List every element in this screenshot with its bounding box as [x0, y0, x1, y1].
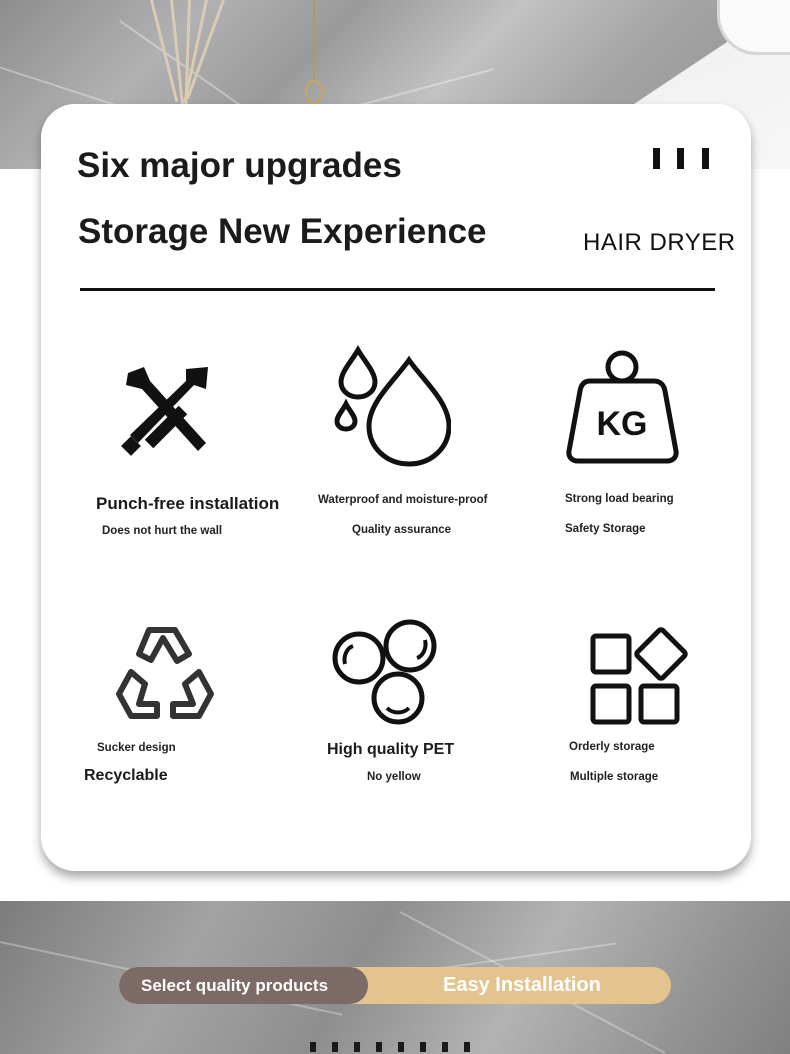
cropped-heading — [310, 1040, 480, 1054]
tools-icon — [116, 359, 216, 459]
feature-title: Sucker design — [97, 742, 176, 754]
tab-pill — [119, 967, 671, 1004]
heading-line2: Storage New Experience — [78, 212, 487, 251]
brand-label: HAIR DRYER — [583, 229, 736, 256]
feature-subtitle: Quality assurance — [352, 524, 452, 536]
feature-subtitle: No yellow — [367, 771, 421, 783]
tab-select-quality[interactable] — [119, 967, 368, 1004]
recycle-icon — [111, 624, 215, 724]
heading-line1: Six major upgrades — [77, 146, 402, 185]
feature-title: High quality PET — [327, 741, 455, 758]
kg-label: KG — [596, 405, 648, 443]
feature-title: Orderly storage — [569, 741, 655, 753]
water-drops-icon — [331, 344, 451, 469]
feature-subtitle: Safety Storage — [565, 523, 646, 535]
divider — [80, 288, 715, 291]
weight-kg-icon — [566, 349, 681, 464]
feature-card — [41, 104, 751, 871]
feature-title: Strong load bearing — [565, 493, 674, 505]
bars-decoration — [653, 148, 709, 170]
feature-subtitle: Does not hurt the wall — [102, 525, 223, 537]
circles-icon — [331, 618, 441, 728]
feature-title: Punch-free installation — [96, 494, 280, 513]
tab-easy-installation[interactable]: Easy Installation — [443, 974, 601, 996]
grid-squares-icon — [589, 624, 691, 726]
feature-subtitle: Recyclable — [84, 767, 168, 784]
tab-label: Select quality products — [141, 976, 329, 995]
feature-subtitle: Multiple storage — [570, 771, 659, 783]
feature-title: Waterproof and moisture-proof — [318, 494, 488, 506]
